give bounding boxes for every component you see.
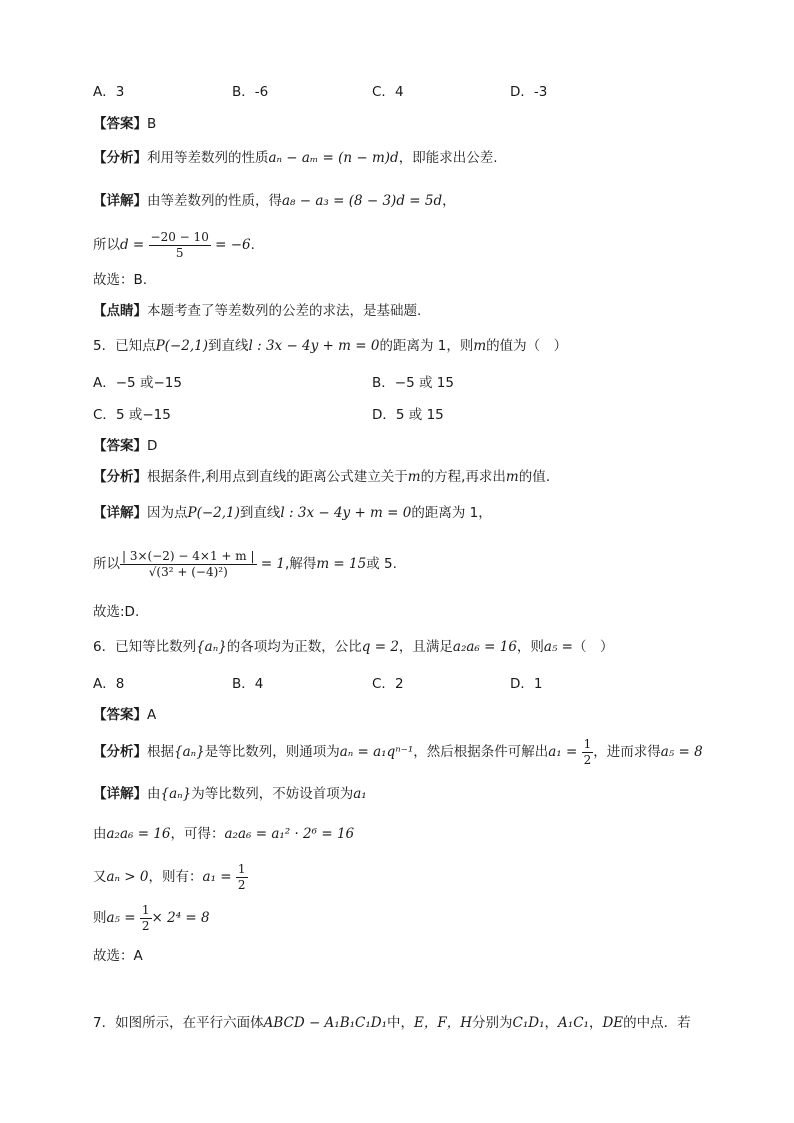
q6-detail: 【详解】由{aₙ}为等比数列，不妨设首项为a₁: [93, 786, 367, 802]
q4-comment: 【点睛】本题考查了等差数列的公差的求法，是基础题.: [93, 303, 422, 319]
q6-analysis-fraction: $\frac{1}{2}$: [583, 736, 592, 767]
q4-option-c: C．4: [372, 84, 404, 100]
q6-option-d: D．1: [510, 676, 543, 692]
q5-so: 所以 $\frac{| 3\times(-2) - 4\times 1 + m |}{\text{√(3² + (−4)²)}}$ = 1,解得m = 15或 5.: [93, 548, 397, 579]
q4-option-a: A．3: [93, 84, 125, 100]
q6-option-b: B．4: [232, 676, 264, 692]
q5-choose: 故选:D.: [93, 604, 140, 620]
q4-option-d: D．-3: [510, 84, 548, 100]
q4-choose: 故选：B.: [93, 272, 148, 288]
q7-stem: 7．如图所示，在平行六面体ABCD − A₁B₁C₁D₁中，E，F，H分别为C₁D₁，A₁C₁，DE的中点．若: [93, 1015, 691, 1031]
q6-option-c: C．2: [372, 676, 404, 692]
q6-step3: 又aₙ > 0，则有：a₁ = $\frac{1}{2}$: [93, 861, 246, 892]
q6-stem: 6．已知等比数列{aₙ}的各项均为正数，公比q = 2，且满足a₂a₆ = 16，则a₅ =（ ）: [93, 639, 614, 655]
q6-option-a: A．8: [93, 676, 125, 692]
q5-stem: 5．已知点P(−2,1)到直线l : 3x − 4y + m = 0的距离为 1，则m的值为（ ）: [93, 338, 568, 354]
q4-analysis: 【分析】利用等差数列的性质aₙ − aₘ = (n − m)d，即能求出公差.: [93, 150, 498, 166]
q6-step3-fraction: $\frac{1}{2}$: [237, 861, 246, 892]
q6-step4: 则a₅ = $\frac{1}{2}$ × 2⁴ = 8: [93, 902, 210, 933]
q5-detail: 【详解】因为点P(−2,1)到直线l : 3x − 4y + m = 0的距离为 1，: [93, 505, 492, 521]
q6-choose: 故选：A: [93, 948, 143, 964]
q5-option-d: D．5 或 15: [372, 407, 444, 423]
q5-option-c: C．5 或−15: [93, 407, 171, 423]
q5-answer: 【答案】D: [93, 438, 158, 454]
q6-analysis: 【分析】根据{aₙ}是等比数列，则通项为aₙ = a₁qⁿ⁻¹，然后根据条件可解出a₁ = $\frac{1}{2}$ ，进而求得a₅ = 8: [93, 736, 703, 767]
q5-option-b: B．−5 或 15: [372, 375, 454, 391]
q6-answer: 【答案】A: [93, 707, 157, 723]
q4-option-b: B．-6: [232, 84, 269, 100]
q5-fraction: $\frac{| 3\times(-2) - 4\times 1 + m |}{\text{√(3² + (−4)²)}}$: [122, 548, 255, 579]
q4-so: 所以d = $\frac{-20 - 10}{5}$ = −6.: [93, 229, 255, 260]
q6-step4-fraction: $\frac{1}{2}$: [141, 902, 150, 933]
q5-option-a: A．−5 或−15: [93, 375, 182, 391]
q4-answer: 【答案】B: [93, 116, 157, 132]
q5-analysis: 【分析】根据条件,利用点到直线的距离公式建立关于m的方程,再求出m的值.: [93, 469, 551, 485]
q4-detail: 【详解】由等差数列的性质，得a₈ − a₃ = (8 − 3)d = 5d，: [93, 193, 456, 209]
q6-step2: 由a₂a₆ = 16，可得：a₂a₆ = a₁² · 2⁶ = 16: [93, 826, 355, 842]
q4-fraction: $\frac{-20 - 10}{5}$: [150, 229, 209, 260]
